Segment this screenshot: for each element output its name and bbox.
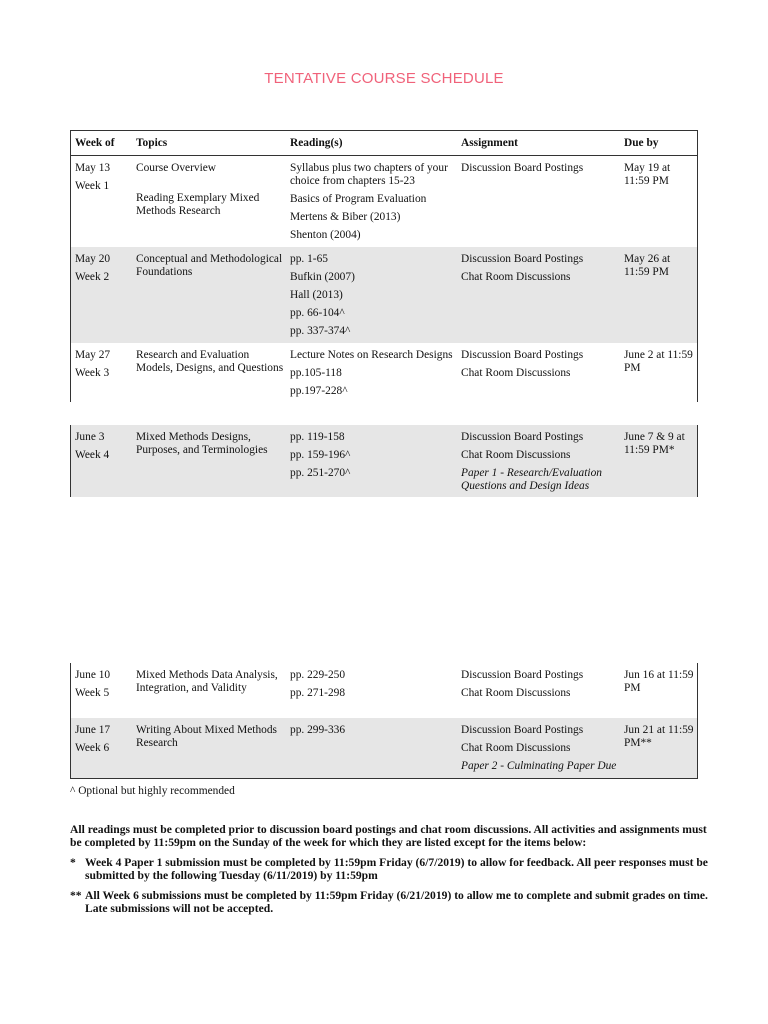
row-assignment: Chat Room Discussions: [461, 687, 571, 699]
row-date: June 17: [75, 724, 111, 736]
row-topic: Mixed Methods Data Analysis, Integration, and Validity: [136, 669, 278, 694]
row-reading: pp.197-228^: [290, 385, 348, 397]
row-reading: pp.105-118: [290, 367, 342, 379]
row-topic: Mixed Methods Designs, Purposes, and Terminologies: [136, 431, 268, 456]
header-readings: Reading(s): [290, 137, 343, 149]
instructions-paragraph: All readings must be completed prior to discussion board postings and chat room discussions. All activities and assignments must be completed by 11:59pm on the Sunday of the week for which they are listed except for the items below:: [70, 823, 707, 849]
row-week: Week 1: [75, 180, 110, 192]
row-due: June 2 at 11:59 PM: [624, 349, 693, 374]
row-assignment-paper: Paper 2 - Culminating Paper Due: [461, 760, 617, 772]
row-reading: pp. 119-158: [290, 431, 345, 443]
bullet-text: All Week 6 submissions must be completed by 11:59pm Friday (6/21/2019) to allow me to complete and submit grades on time. Late submissions will not be accepted.: [85, 889, 708, 915]
row-reading: Mertens & Biber (2013): [290, 211, 401, 223]
schedule-table-part-3: [70, 663, 698, 779]
row-reading: pp. 337-374^: [290, 325, 351, 337]
table-row: [71, 718, 697, 778]
header-topics: Topics: [136, 137, 168, 149]
row-reading: pp. 66-104^: [290, 307, 345, 319]
row-assignment: Chat Room Discussions: [461, 449, 571, 461]
row-assignment: Discussion Board Postings: [461, 162, 584, 174]
row-reading: pp. 251-270^: [290, 467, 351, 479]
row-reading: pp. 271-298: [290, 687, 346, 699]
row-reading: Bufkin (2007): [290, 271, 355, 283]
row-topic: Reading Exemplary Mixed Methods Research: [136, 192, 260, 217]
bullet-mark: **: [70, 889, 82, 902]
row-date: June 3: [75, 431, 105, 443]
table-row: [71, 663, 697, 718]
row-reading: Lecture Notes on Research Designs: [290, 349, 453, 361]
table-row: [71, 156, 697, 247]
table-row: [71, 247, 697, 343]
row-week: Week 4: [75, 449, 110, 461]
row-due: June 7 & 9 at 11:59 PM*: [624, 431, 685, 456]
row-assignment: Discussion Board Postings: [461, 253, 584, 265]
schedule-table-part-1: [70, 130, 698, 402]
row-week: Week 2: [75, 271, 110, 283]
header-due-by: Due by: [624, 137, 659, 149]
row-reading: pp. 159-196^: [290, 449, 351, 461]
row-due: Jun 21 at 11:59 PM**: [624, 724, 694, 749]
row-due: May 19 at 11:59 PM: [624, 162, 671, 187]
row-reading: Shenton (2004): [290, 229, 361, 241]
row-assignment-paper: Paper 1 - Research/Evaluation Questions and Design Ideas: [461, 467, 602, 492]
row-week: Week 3: [75, 367, 110, 379]
bullet-mark: *: [70, 856, 76, 869]
bullet-text: Week 4 Paper 1 submission must be completed by 11:59pm Friday (6/7/2019) to allow for feedback. All peer responses must be submitted by the following Tuesday (6/11/2019) by 11:59pm: [85, 856, 708, 882]
footnote: ^ Optional but highly recommended: [70, 785, 235, 797]
row-assignment: Discussion Board Postings: [461, 349, 584, 361]
row-date: June 10: [75, 669, 111, 681]
page-title: TENTATIVE COURSE SCHEDULE: [264, 70, 504, 87]
row-reading: Basics of Program Evaluation: [290, 193, 427, 205]
row-assignment: Discussion Board Postings: [461, 724, 584, 736]
row-assignment: Chat Room Discussions: [461, 742, 571, 754]
row-date: May 27: [75, 349, 111, 361]
row-due: May 26 at 11:59 PM: [624, 253, 671, 278]
row-topic: Conceptual and Methodological Foundations: [136, 253, 283, 278]
row-topic: Course Overview: [136, 162, 217, 174]
row-assignment: Discussion Board Postings: [461, 669, 584, 681]
row-reading: Syllabus plus two chapters of your choice from chapters 15-23: [290, 162, 448, 187]
row-assignment: Chat Room Discussions: [461, 271, 571, 283]
row-date: May 20: [75, 253, 111, 265]
table-row: [71, 343, 697, 403]
row-topic: Research and Evaluation Models, Designs, and Questions: [136, 349, 284, 374]
header-assignment: Assignment: [461, 137, 518, 149]
row-assignment: Discussion Board Postings: [461, 431, 584, 443]
table-row: [71, 425, 697, 497]
row-reading: pp. 229-250: [290, 669, 346, 681]
row-reading: Hall (2013): [290, 289, 343, 301]
row-due: Jun 16 at 11:59 PM: [624, 669, 694, 694]
row-week: Week 5: [75, 687, 110, 699]
row-reading: pp. 299-336: [290, 724, 346, 736]
row-topic: Writing About Mixed Methods Research: [136, 724, 277, 749]
schedule-table-part-2: [70, 425, 698, 497]
table-header-row: [71, 131, 697, 156]
header-week-of: Week of: [75, 137, 115, 149]
row-date: May 13: [75, 162, 111, 174]
row-assignment: Chat Room Discussions: [461, 367, 571, 379]
row-week: Week 6: [75, 742, 110, 754]
row-reading: pp. 1-65: [290, 253, 328, 265]
